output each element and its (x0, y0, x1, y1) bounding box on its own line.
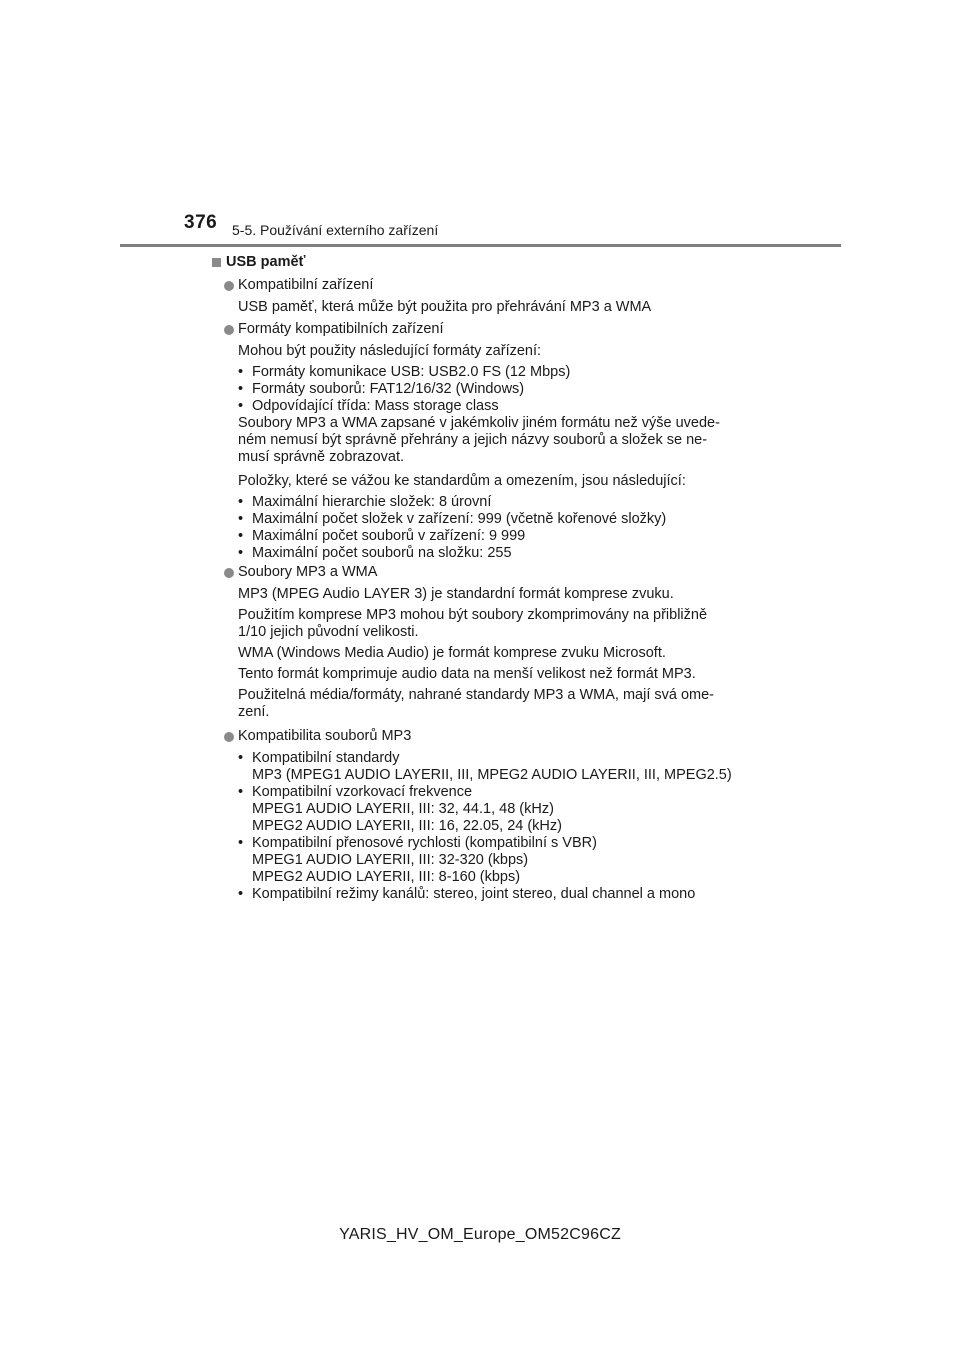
mp3-wma-paragraph: WMA (Windows Media Audio) je formát komprese zvuku Microsoft. (238, 645, 666, 661)
list-item: • Maximální hierarchie složek: 8 úrovní (238, 494, 492, 510)
header-rule (120, 244, 841, 247)
list-item: • Kompatibilní přenosové rychlosti (kompatibilní s VBR) MPEG1 AUDIO LAYERII, III: 32-320 (kbps) MPEG2 AUDIO LAYERII, III: 8-160 (kbps) (238, 835, 597, 885)
list-item: • Odpovídající třída: Mass storage class (238, 398, 499, 414)
usb-memory-heading (212, 253, 746, 272)
list-item: • Maximální počet složek v zařízení: 999 (včetně kořenové složky) (238, 511, 667, 527)
list-item: • Formáty komunikace USB: USB2.0 FS (12 Mbps) (238, 364, 571, 380)
page-number: 376 (184, 212, 218, 233)
compat-devices-heading (224, 276, 746, 295)
formats-note: Soubory MP3 a WMA zapsané v jakémkoliv jiném formátu než výše uvede- ném nemusí být správně přehrány a jejich názvy souborů a složek se ne- musí správně zobrazovat. (238, 415, 720, 465)
circle-bullet-icon (224, 568, 234, 578)
list-item: • Kompatibilní režimy kanálů: stereo, joint stereo, dual channel a mono (238, 886, 696, 902)
circle-bullet-icon (224, 281, 234, 291)
list-item: • Maximální počet souborů na složku: 255 (238, 545, 512, 561)
mp3-compat-heading (224, 727, 746, 746)
footer-doc-id: YARIS_HV_OM_Europe_OM52C96CZ (339, 1226, 621, 1243)
list-item: • Kompatibilní vzorkovací frekvence MPEG1 AUDIO LAYERII, III: 32, 44.1, 48 (kHz) MPEG2 AUDIO LAYERII, III: 16, 22.05, 24 (kHz) (238, 784, 562, 834)
page-content (212, 253, 746, 903)
square-bullet-icon (212, 258, 221, 267)
subheading-text: Kompatibilní zařízení (238, 277, 374, 293)
circle-bullet-icon (224, 732, 234, 742)
circle-bullet-icon (224, 325, 234, 335)
limits-intro: Položky, které se vážou ke standardům a omezením, jsou následující: (238, 473, 686, 489)
mp3-wma-paragraph: MP3 (MPEG Audio LAYER 3) je standardní formát komprese zvuku. (238, 586, 674, 602)
limits-list (238, 494, 746, 562)
subheading-text: Kompatibilita souborů MP3 (238, 728, 412, 744)
subheading-text: Soubory MP3 a WMA (238, 564, 378, 580)
heading-text: USB paměť (226, 254, 306, 270)
formats-intro: Mohou být použity následující formáty zařízení: (238, 343, 542, 359)
compat-devices-text: USB paměť, která může být použita pro přehrávání MP3 a WMA (238, 299, 652, 315)
formats-list (238, 364, 746, 415)
mp3-wma-paragraph: Použitelná média/formáty, nahrané standardy MP3 a WMA, mají svá ome- zení. (238, 687, 715, 720)
list-item: • Formáty souborů: FAT12/16/32 (Windows) (238, 381, 525, 397)
formats-heading (224, 320, 746, 339)
list-item: • Kompatibilní standardy MP3 (MPEG1 AUDIO LAYERII, III, MPEG2 AUDIO LAYERII, III, MPEG2.5) (238, 750, 732, 783)
mp3-wma-heading (224, 563, 746, 582)
mp3-compat-list (238, 750, 746, 903)
subheading-text: Formáty kompatibilních zařízení (238, 321, 444, 337)
mp3-wma-paragraph: Tento formát komprimuje audio data na menší velikost než formát MP3. (238, 666, 696, 682)
list-item: • Maximální počet souborů v zařízení: 9 999 (238, 528, 526, 544)
section-title: 5-5. Používání externího zařízení (232, 222, 439, 238)
mp3-wma-paragraph: Použitím komprese MP3 mohou být soubory zkomprimovány na přibližně 1/10 jejich původní velikosti. (238, 607, 708, 640)
